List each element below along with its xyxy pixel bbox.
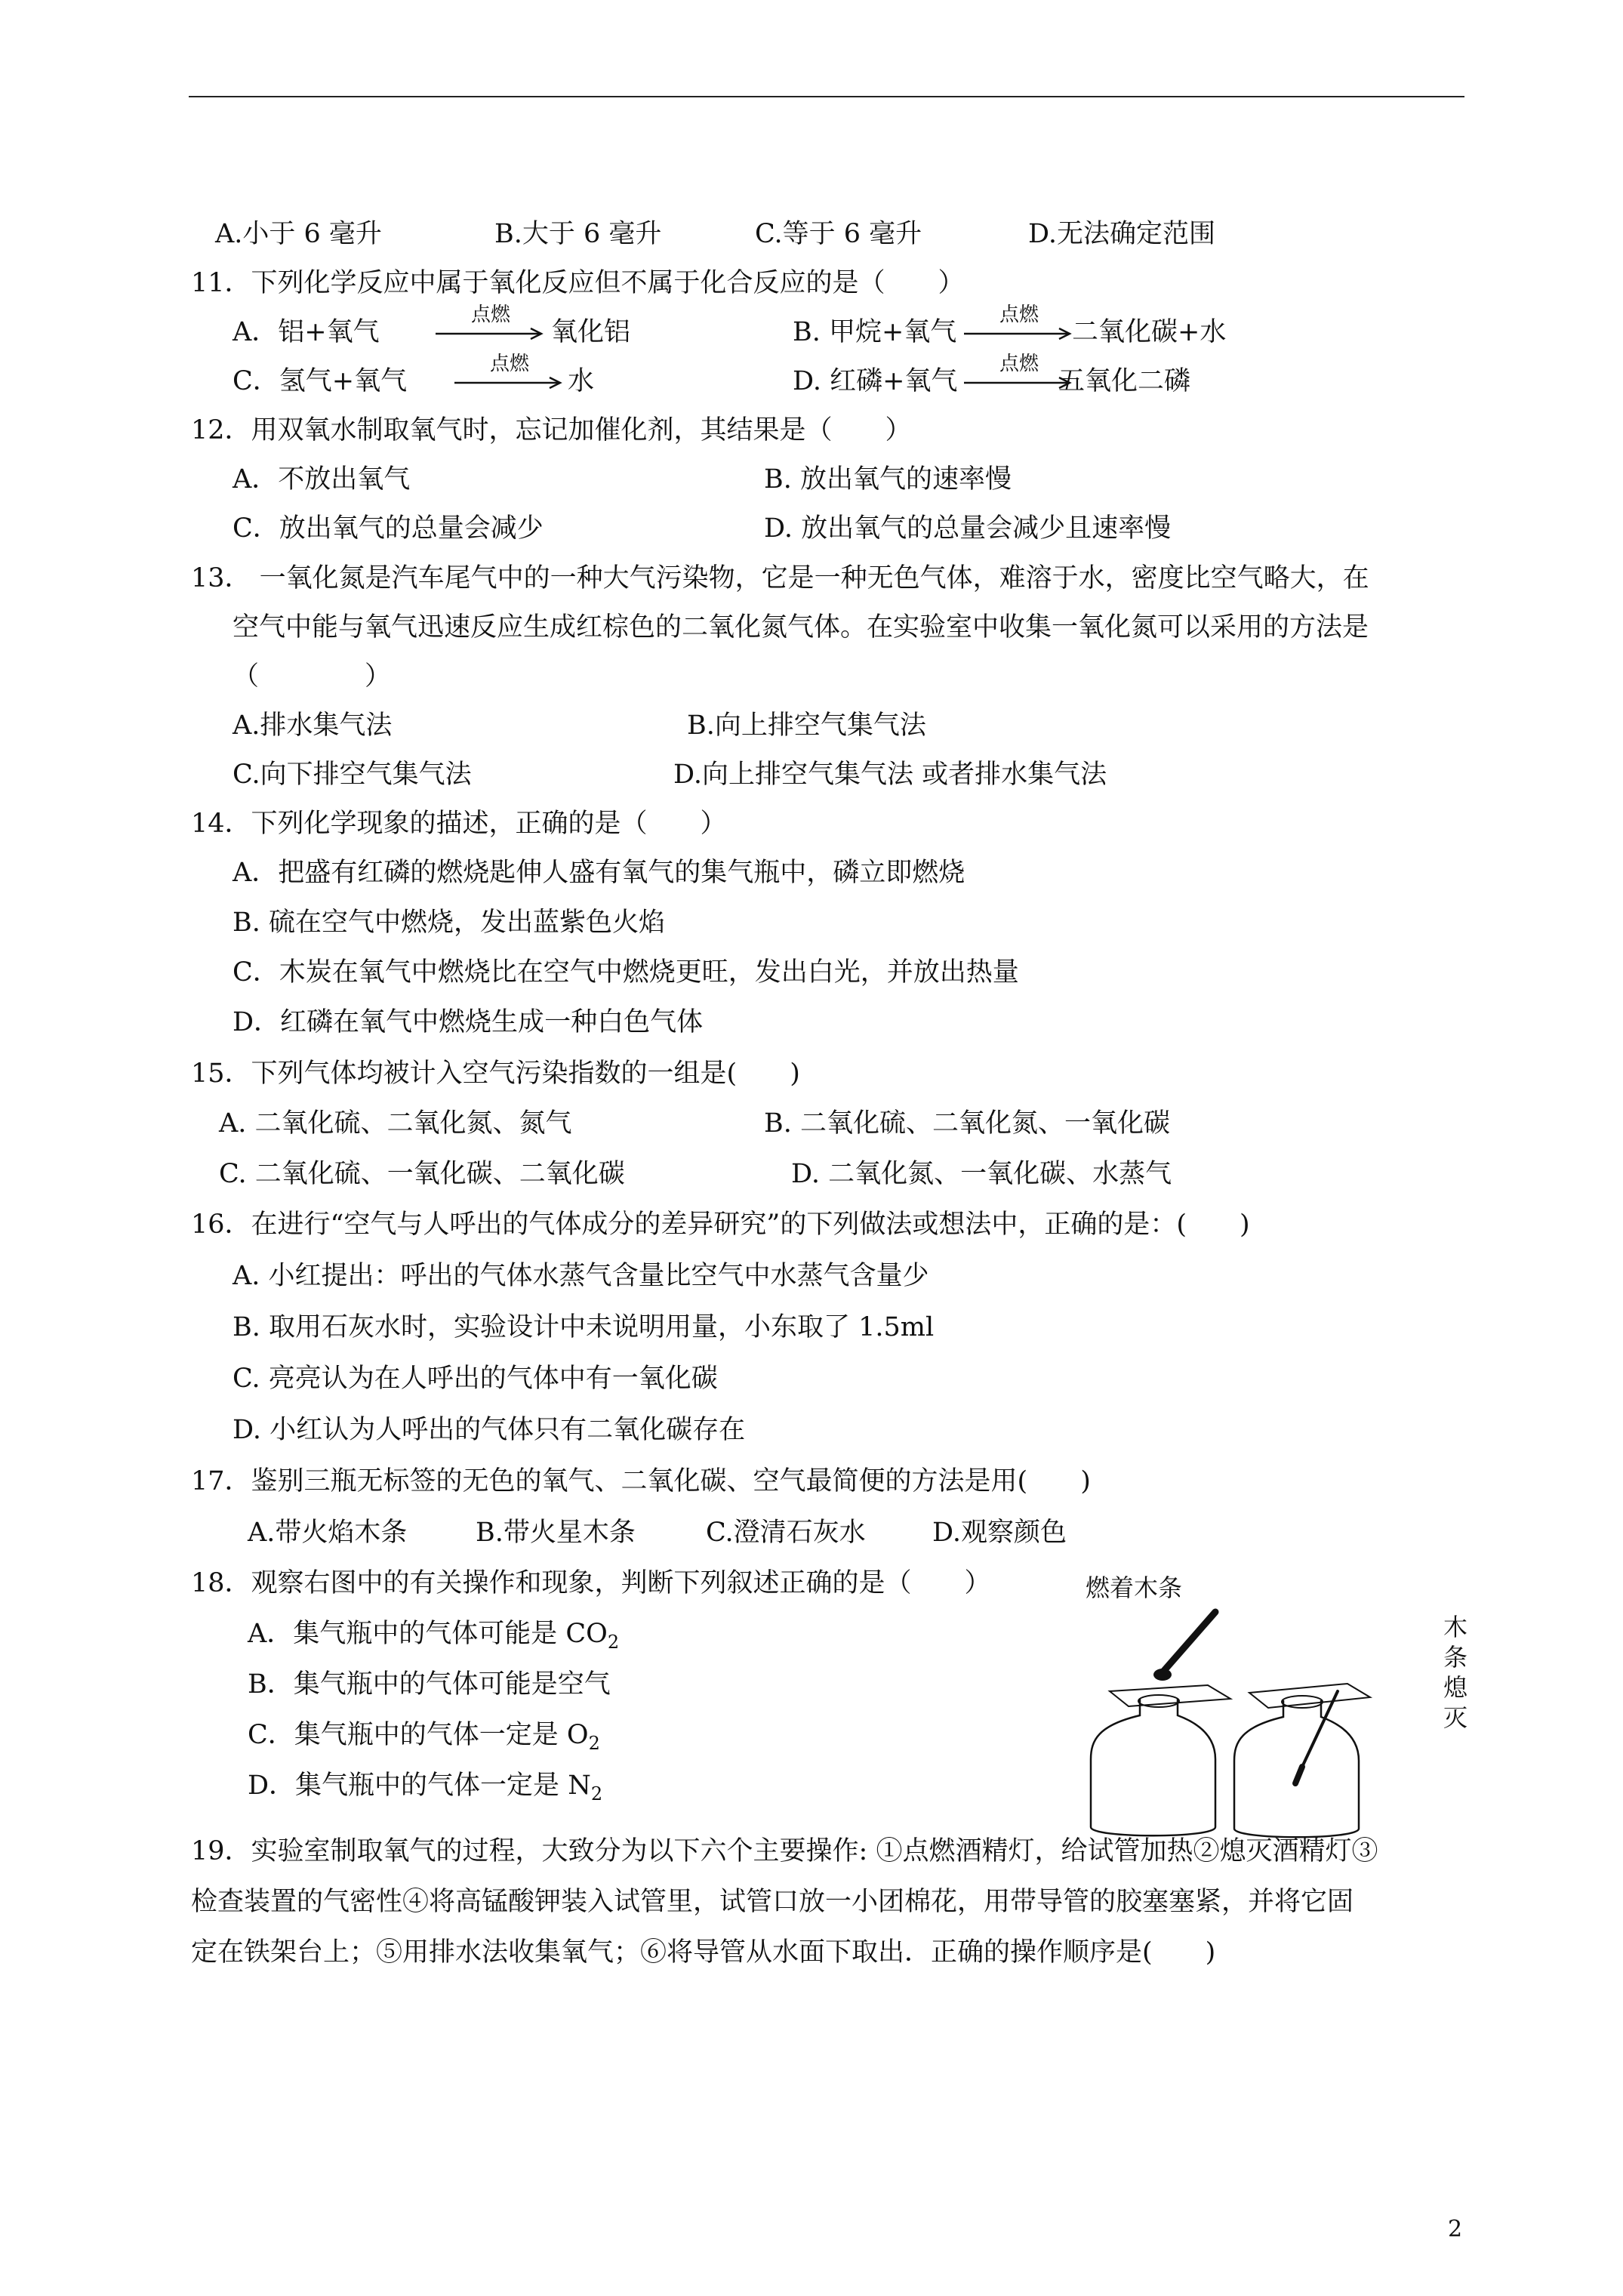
q11-option-a-left: A．铝+氧气 <box>233 317 380 347</box>
reaction-arrow-icon <box>962 326 1076 341</box>
figure-label-burning-stick: 燃着木条 <box>1086 1573 1183 1602</box>
gas-jar-illustration <box>1057 1578 1480 1842</box>
q11-option-b-arrow <box>962 304 1076 349</box>
q16-stem: 16．在进行“空气与人呼出的气体成分的差异研究”的下列做法或想法中，正确的是：( ) <box>191 1210 1250 1240</box>
q10-option-d: D.无法确定范围 <box>1028 219 1215 249</box>
q10-option-a: A.小于 6 毫升 <box>215 219 382 249</box>
q14-option-b: B. 硫在空气中燃烧，发出蓝紫色火焰 <box>233 908 665 938</box>
q11-option-a-arrow <box>434 304 547 349</box>
reaction-arrow-icon <box>453 375 566 390</box>
q15-option-c: C. 二氧化硫、一氧化碳、二氧化碳 <box>219 1159 625 1189</box>
q18-option-a <box>248 1617 619 1659</box>
q16-option-b: B. 取用石灰水时，实验设计中未说明用量，小东取了 1.5ml <box>233 1312 935 1342</box>
q10-option-c: C.等于 6 毫升 <box>755 219 922 249</box>
page-number: 2 <box>1448 2216 1463 2242</box>
q19-line3: 定在铁架台上；⑤用排水法收集氧气；⑥将导管从水面下取出．正确的操作顺序是( ) <box>191 1937 1216 1968</box>
q15-option-d: D. 二氧化氮、一氧化碳、水蒸气 <box>791 1159 1172 1189</box>
figure-label-extinguished-3: 熄 <box>1443 1673 1468 1702</box>
q12-option-d: D. 放出氧气的总量会减少且速率慢 <box>764 513 1172 544</box>
reaction-condition: 点燃 <box>489 353 529 375</box>
reaction-condition: 点燃 <box>470 304 510 326</box>
q11-option-c-arrow <box>453 353 566 398</box>
subscript: 2 <box>588 1733 600 1754</box>
q17-option-c: C.澄清石灰水 <box>706 1518 866 1548</box>
reaction-condition: 点燃 <box>999 353 1039 375</box>
q12-option-a: A．不放出氧气 <box>233 464 411 495</box>
q11-option-c-right: 水 <box>568 366 595 396</box>
q16-option-a: A. 小红提出：呼出的气体水蒸气含量比空气中水蒸气含量少 <box>233 1261 929 1291</box>
q15-stem: 15．下列气体均被计入空气污染指数的一组是( ) <box>191 1059 800 1089</box>
q13-option-a: A.排水集气法 <box>233 710 393 741</box>
q18-option-d <box>248 1769 602 1811</box>
q11-option-a-right: 氧化铝 <box>551 317 631 347</box>
q18-option-d-text: D．集气瓶中的气体一定是 N <box>248 1771 591 1801</box>
q16-option-c: C. 亮亮认为在人呼出的气体中有一氧化碳 <box>233 1364 718 1394</box>
q11-option-c-left: C．氢气+氧气 <box>233 366 408 396</box>
q14-stem: 14．下列化学现象的描述，正确的是（ ） <box>191 809 727 839</box>
q18-option-a-text: A．集气瓶中的气体可能是 CO <box>248 1619 608 1649</box>
figure-label-extinguished-4: 灭 <box>1443 1703 1468 1732</box>
q17-option-b: B.带火星木条 <box>476 1518 636 1548</box>
q12-stem: 12．用双氧水制取氧气时，忘记加催化剂，其结果是（ ） <box>191 415 912 445</box>
q17-option-a: A.带火焰木条 <box>248 1518 408 1548</box>
q19-line2: 检查装置的气密性④将高锰酸钾装入试管里，试管口放一小团棉花，用带导管的胶塞塞紧，并将它固 <box>191 1887 1354 1917</box>
figure-label-extinguished-2: 条 <box>1443 1643 1468 1672</box>
q11-option-d-left: D. 红磷+氧气 <box>793 366 958 396</box>
q13-option-c: C.向下排空气集气法 <box>233 760 472 790</box>
q17-stem: 17．鉴别三瓶无标签的无色的氧气、二氧化碳、空气最简便的方法是用( ) <box>191 1466 1091 1496</box>
reaction-condition: 点燃 <box>999 304 1039 326</box>
q15-option-a: A. 二氧化硫、二氧化氮、氮气 <box>219 1108 572 1139</box>
q14-option-d: D．红磷在氧气中燃烧生成一种白色气体 <box>233 1007 704 1037</box>
q16-option-d: D. 小红认为人呼出的气体只有二氧化碳存在 <box>233 1415 746 1445</box>
q18-option-c-text: C．集气瓶中的气体一定是 O <box>248 1720 589 1750</box>
q14-option-a: A．把盛有红磷的燃烧匙伸人盛有氧气的集气瓶中，磷立即燃烧 <box>233 858 965 888</box>
gas-jar-figure <box>1057 1573 1480 1842</box>
q11-stem: 11．下列化学反应中属于氧化反应但不属于化合反应的是（ ） <box>191 268 965 298</box>
q13-stem-line3: （ ） <box>233 661 392 692</box>
subscript: 2 <box>590 1783 603 1804</box>
q11-option-b-right: 二氧化碳+水 <box>1072 317 1227 347</box>
subscript: 2 <box>607 1632 620 1653</box>
q18-stem: 18．观察右图中的有关操作和现象，判断下列叙述正确的是（ ） <box>191 1568 991 1598</box>
header-rule <box>189 96 1464 97</box>
figure-label-extinguished-1: 木 <box>1443 1613 1468 1641</box>
q14-option-c: C．木炭在氧气中燃烧比在空气中燃烧更旺，发出白光，并放出热量 <box>233 957 1019 988</box>
q13-option-d: D.向上排空气集气法 或者排水集气法 <box>673 760 1107 790</box>
q12-option-b: B. 放出氧气的速率慢 <box>764 464 1012 495</box>
q11-option-b-left: B. 甲烷+氧气 <box>793 317 957 347</box>
q13-option-b: B.向上排空气集气法 <box>687 710 926 741</box>
q19-line1: 19．实验室制取氧气的过程，大致分为以下六个主要操作: ①点燃酒精灯，给试管加热②熄灭酒精灯③ <box>191 1836 1378 1866</box>
q10-option-b: B.大于 6 毫升 <box>494 219 662 249</box>
q18-option-b: B．集气瓶中的气体可能是空气 <box>248 1669 611 1700</box>
q13-stem-line2: 空气中能与氧气迅速反应生成红棕色的二氧化氮气体。在实验室中收集一氧化氮可以采用的方法是 <box>233 612 1369 643</box>
q18-option-c <box>248 1718 600 1760</box>
q12-option-c: C．放出氧气的总量会减少 <box>233 513 544 544</box>
q15-option-b: B. 二氧化硫、二氧化氮、一氧化碳 <box>764 1108 1170 1139</box>
reaction-arrow-icon <box>434 326 547 341</box>
q11-option-d-right: 五氧化二磷 <box>1058 366 1191 396</box>
q13-stem-line1: 13． 一氧化氮是汽车尾气中的一种大气污染物，它是一种无色气体，难溶于水，密度比空气略大，在 <box>191 563 1369 593</box>
q17-option-d: D.观察颜色 <box>932 1518 1067 1548</box>
